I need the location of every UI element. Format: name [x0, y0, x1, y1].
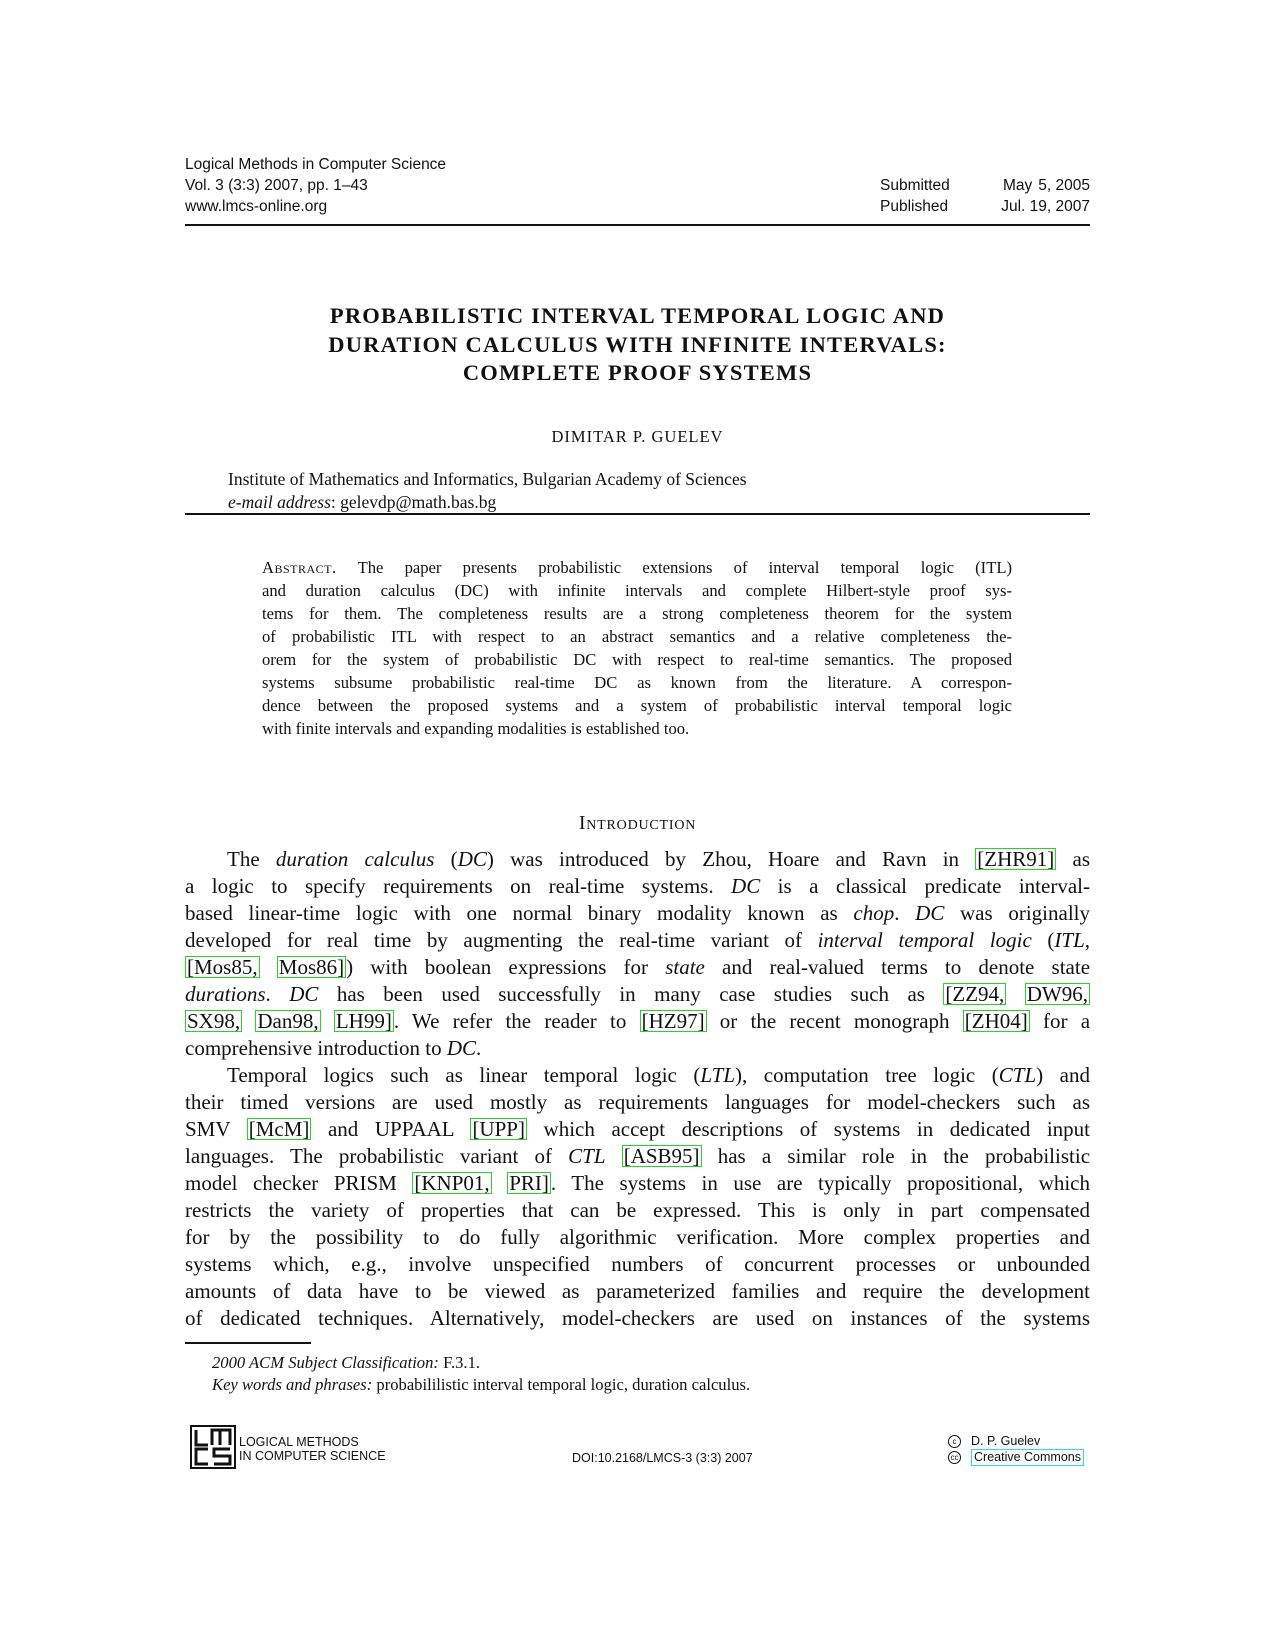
citation-link[interactable]: DW96,	[1026, 982, 1088, 1006]
citation-link[interactable]: [McM]	[248, 1117, 310, 1141]
body-line: a logic to specify requirements on real-time systems. DC is a classical predicate interval-	[185, 874, 1090, 898]
abstract-line: and duration calculus (DC) with infinite intervals and complete Hilbert-style proof sys-	[262, 581, 1012, 600]
body-line: of dedicated techniques. Alternatively, model-checkers are used on instances of the systems	[185, 1306, 1090, 1330]
email-address: : gelevdp@math.bas.bg	[330, 492, 497, 512]
citation-link[interactable]: [ASB95]	[623, 1144, 700, 1168]
doi: DOI:10.2168/LMCS-3 (3:3) 2007	[572, 1451, 753, 1465]
citation-link[interactable]: [Mos85,	[187, 955, 258, 979]
submitted-month: May	[1002, 177, 1033, 194]
citation-link[interactable]: [UPP]	[472, 1117, 525, 1141]
email-line	[228, 491, 747, 514]
journal-name: Logical Methods in Computer Science	[185, 156, 447, 173]
body-line: [Mos85, Mos86]) with boolean expressions for state and real-valued terms to denote state	[187, 955, 1091, 979]
citation-link[interactable]: Mos86]	[278, 955, 345, 979]
submission-dates	[880, 175, 1090, 217]
published-label: Published	[880, 198, 949, 215]
citation-link[interactable]: PRI]	[509, 1171, 549, 1195]
email-label: e-mail address	[228, 492, 331, 512]
submitted-label: Submitted	[880, 177, 950, 194]
author-name: DIMITAR P. GUELEV	[551, 427, 724, 446]
abstract	[262, 556, 1012, 740]
copyright-icon: c	[948, 1435, 961, 1448]
citation-link[interactable]: [HZ97]	[641, 1009, 705, 1033]
journal-header	[185, 154, 446, 217]
body-line: The duration calculus (DC) was introduced by Zhou, Hoare and Ravn in [ZHR91] as	[227, 847, 1091, 871]
abstract-line: Abstract. The paper presents probabilistic extensions of interval temporal logic (ITL)	[262, 558, 1012, 577]
journal-volume: Vol. 3 (3:3) 2007, pp. 1–43	[185, 177, 368, 194]
affiliation	[228, 468, 747, 514]
body-line: comprehensive introduction to DC.	[185, 1036, 482, 1060]
abstract-line: tems for them. The completeness results are a strong completeness theorem for the system	[262, 604, 1012, 623]
license-link[interactable]: Creative Commons	[971, 1449, 1084, 1466]
body-line: SMV [McM] and UPPAAL [UPP] which accept descriptions of systems in dedicated input	[185, 1117, 1090, 1141]
body-line: amounts of data have to be viewed as parameterized families and require the development	[185, 1279, 1090, 1303]
body-line: developed for real time by augmenting the real-time variant of interval temporal logic (ITL,	[185, 928, 1090, 952]
citation-link[interactable]: [KNP01,	[414, 1171, 490, 1195]
citation-link[interactable]: Dan98,	[257, 1009, 319, 1033]
abstract-line: orem for the system of probabilistic DC with respect to real-time semantics. The proposed	[262, 650, 1012, 669]
citation-link[interactable]: [ZHR91]	[977, 847, 1055, 871]
publisher-name: LOGICAL METHODS IN COMPUTER SCIENCE	[239, 1435, 386, 1463]
introduction-body	[185, 846, 1090, 1332]
abstract-line: of probabilistic ITL with respect to an abstract semantics and a relative completeness the-	[262, 627, 1012, 646]
title-line-1: PROBABILISTIC INTERVAL TEMPORAL LOGIC AND	[329, 303, 946, 328]
lmcs-logo-icon	[190, 1425, 236, 1469]
citation-link[interactable]: LH99]	[335, 1009, 392, 1033]
body-line: for by the possibility to do fully algorithmic verification. More complex properties and	[185, 1225, 1090, 1249]
keywords: Key words and phrases: probabililistic interval temporal logic, duration calculus.	[212, 1375, 751, 1394]
paper-title	[185, 302, 1090, 388]
submitted-date: 5, 2005	[1038, 177, 1090, 194]
published-row	[880, 196, 1090, 217]
body-line: SX98, Dan98, LH99]. We refer the reader to [HZ97] or the recent monograph [ZH04] for a	[187, 1009, 1091, 1033]
creative-commons-icon: cc	[948, 1451, 961, 1464]
journal-website: www.lmcs-online.org	[185, 198, 328, 215]
abstract-line: dence between the proposed systems and a system of probabilistic interval temporal logic	[262, 696, 1012, 715]
title-line-3: COMPLETE PROOF SYSTEMS	[462, 360, 813, 385]
body-line: their timed versions are used mostly as requirements languages for model-checkers such as	[185, 1090, 1090, 1114]
header-rule	[185, 224, 1090, 226]
institute: Institute of Mathematics and Informatics, Bulgarian Academy of Sciences	[228, 469, 747, 489]
copyright-license	[948, 1434, 1084, 1466]
body-line: durations. DC has been used successfully in many case studies such as [ZZ94, DW96,	[185, 982, 1088, 1006]
footnote-rule	[185, 1342, 311, 1344]
citation-link[interactable]: [ZZ94,	[945, 982, 1005, 1006]
acm-classification: 2000 ACM Subject Classification: F.3.1.	[212, 1353, 481, 1372]
abstract-line: with finite intervals and expanding modalities is established too.	[262, 719, 690, 738]
published-date: Jul. 19, 2007	[1001, 198, 1090, 215]
citation-link[interactable]: SX98,	[187, 1009, 241, 1033]
title-line-2: DURATION CALCULUS WITH INFINITE INTERVALS:	[328, 331, 947, 357]
body-line: systems which, e.g., involve unspecified numbers of concurrent processes or unbounded	[185, 1252, 1090, 1276]
body-line: languages. The probabilistic variant of CTL [ASB95] has a similar role in the probabilistic	[185, 1144, 1091, 1168]
citation-link[interactable]: [ZH04]	[964, 1009, 1028, 1033]
section-heading-introduction: Introduction	[578, 812, 697, 834]
abstract-lead: Abstract.	[262, 558, 337, 577]
body-line: Temporal logics such as linear temporal logic (LTL), computation tree logic (CTL) and	[227, 1063, 1090, 1087]
footnotes	[212, 1352, 750, 1396]
submitted-row	[880, 175, 1090, 196]
body-line: based linear-time logic with one normal binary modality known as chop. DC was originally	[185, 901, 1091, 925]
copyright-holder: D. P. Guelev	[971, 1434, 1041, 1448]
abstract-line: systems subsume probabilistic real-time DC as known from the literature. A correspon-	[262, 673, 1012, 692]
body-line: restricts the variety of properties that can be expressed. This is only in part compensated	[185, 1198, 1090, 1222]
body-line: model checker PRISM [KNP01, PRI]. The systems in use are typically propositional, which	[185, 1171, 1090, 1195]
affiliation-rule	[185, 513, 1090, 515]
